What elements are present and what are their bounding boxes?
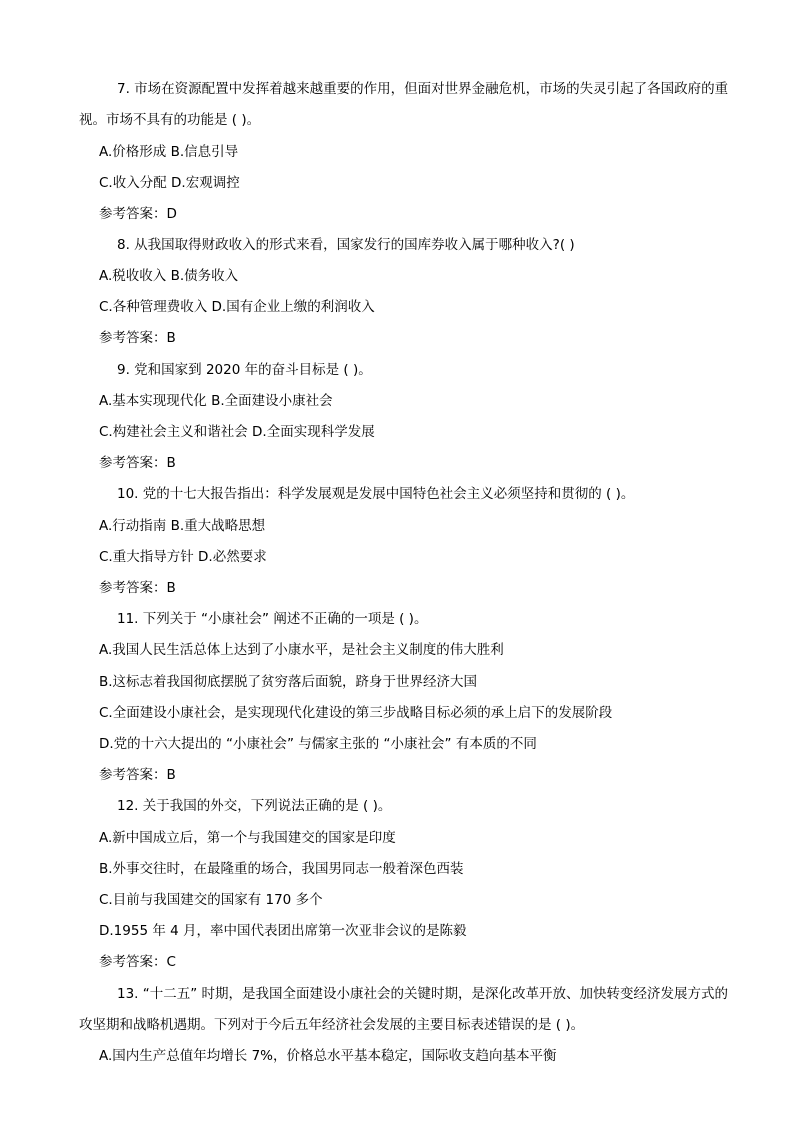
- question-8-stem: 8. 从我国取得财政收入的形式来看，国家发行的国库券收入属于哪种收入?( ): [117, 237, 575, 253]
- question-7-option-line-2: C.收入分配 D.宏观调控: [99, 175, 240, 191]
- question-8-answer: 参考答案：B: [99, 330, 176, 346]
- question-11-option-b: B.这标志着我国彻底摆脱了贫穷落后面貌，跻身于世界经济大国: [99, 674, 478, 690]
- question-7-stem-line-2: 视。市场不具有的功能是 ( )。: [79, 112, 261, 128]
- question-9-option-line-1: A.基本实现现代化 B.全面建设小康社会: [99, 393, 333, 409]
- question-13-option-a: A.国内生产总值年均增长 7%，价格总水平基本稳定，国际收支趋向基本平衡: [99, 1048, 557, 1064]
- question-12-stem: 12. 关于我国的外交，下列说法正确的是 ( )。: [117, 798, 392, 814]
- question-11-stem: 11. 下列关于 “小康社会” 阐述不正确的一项是 ( )。: [117, 611, 428, 627]
- question-11-option-a: A.我国人民生活总体上达到了小康水平，是社会主义制度的伟大胜利: [99, 642, 504, 658]
- question-8-option-line-1: A.税收收入 B.债务收入: [99, 268, 239, 284]
- question-12-answer: 参考答案：C: [99, 954, 176, 970]
- question-12-option-d: D.1955 年 4 月，率中国代表团出席第一次亚非会议的是陈毅: [99, 923, 467, 939]
- question-10-answer: 参考答案：B: [99, 580, 176, 596]
- question-8-option-line-2: C.各种管理费收入 D.国有企业上缴的利润收入: [99, 299, 375, 315]
- question-7-stem-line-1: 7. 市场在资源配置中发挥着越来越重要的作用，但面对世界金融危机，市场的失灵引起了各国政府的重: [117, 81, 729, 97]
- question-9-option-line-2: C.构建社会主义和谐社会 D.全面实现科学发展: [99, 424, 375, 440]
- question-12-option-a: A.新中国成立后，第一个与我国建交的国家是印度: [99, 830, 396, 846]
- question-10-option-line-1: A.行动指南 B.重大战略思想: [99, 518, 266, 534]
- question-12-option-c: C.目前与我国建交的国家有 170 多个: [99, 892, 323, 908]
- question-13-stem-line-2: 攻坚期和战略机遇期。下列对于今后五年经济社会发展的主要目标表述错误的是 ( )。: [79, 1017, 585, 1033]
- question-13-stem-line-1: 13. “十二五” 时期，是我国全面建设小康社会的关键时期，是深化改革开放、加快转变经济发展方式的: [117, 986, 729, 1002]
- question-7-option-line-1: A.价格形成 B.信息引导: [99, 144, 239, 160]
- question-9-stem: 9. 党和国家到 2020 年的奋斗目标是 ( )。: [117, 362, 372, 378]
- question-10-stem: 10. 党的十七大报告指出：科学发展观是发展中国特色社会主义必须坚持和贯彻的 ( )。: [117, 486, 635, 502]
- question-9-answer: 参考答案：B: [99, 455, 176, 471]
- question-7-answer: 参考答案：D: [99, 206, 177, 222]
- question-11-option-d: D.党的十六大提出的 “小康社会” 与儒家主张的 “小康社会” 有本质的不同: [99, 736, 537, 752]
- question-11-answer: 参考答案：B: [99, 767, 176, 783]
- question-11-option-c: C.全面建设小康社会，是实现现代化建设的第三步战略目标必须的承上启下的发展阶段: [99, 705, 613, 721]
- question-12-option-b: B.外事交往时，在最隆重的场合，我国男同志一般着深色西装: [99, 861, 464, 877]
- question-10-option-line-2: C.重大指导方针 D.必然要求: [99, 549, 267, 565]
